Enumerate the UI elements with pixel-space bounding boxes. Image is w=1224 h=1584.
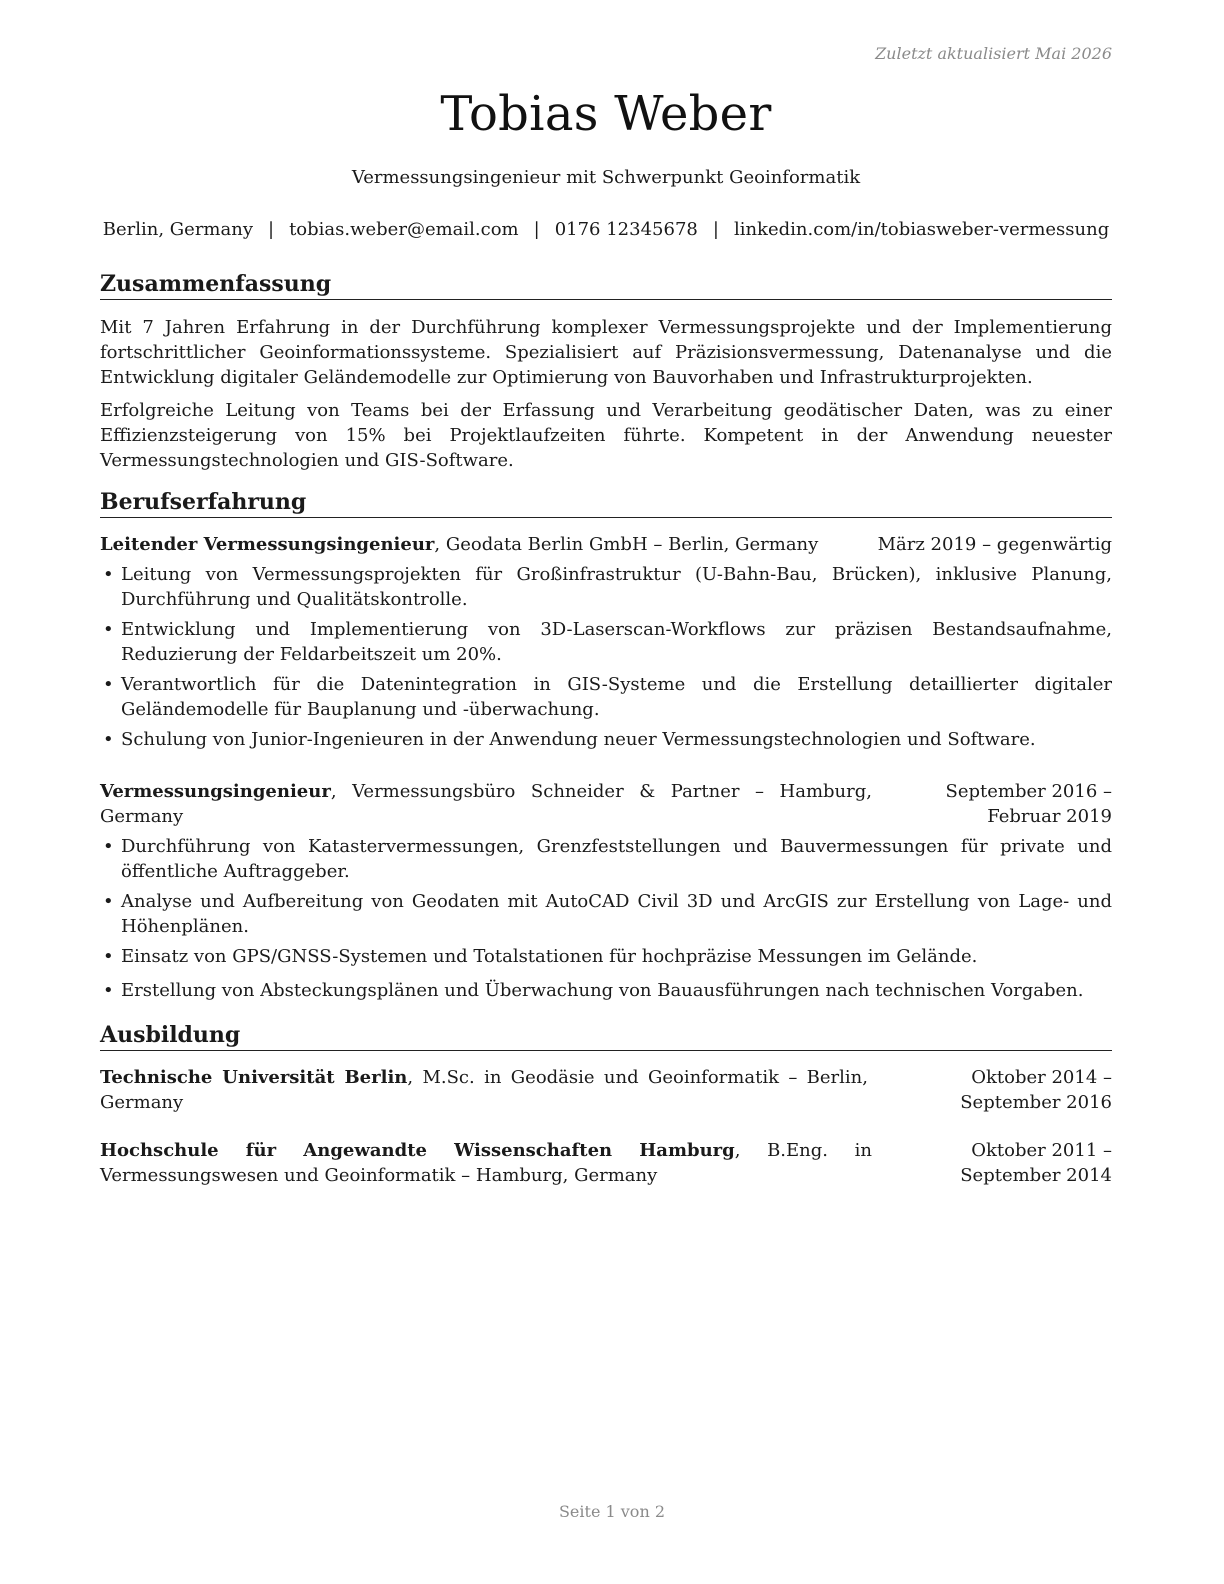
- education-section: [100, 1021, 1112, 1188]
- contact-line: [100, 219, 1112, 240]
- education-degree: , B.Eng. in Vermessungswesen und Geoinformatik – Hamburg, Germany: [100, 1140, 872, 1186]
- contact-separator: |: [267, 219, 275, 240]
- last-updated-note: Zuletzt aktualisiert Mai 2026: [875, 44, 1112, 63]
- bullet-icon: •: [103, 564, 114, 585]
- job-bullet: • Erstellung von Absteckungsplänen und Überwachung von Bauausführungen nach technischen Vorgaben.: [103, 980, 1084, 1001]
- job-role: Leitender Vermessungsingenieur: [100, 534, 435, 555]
- education-date: Oktober 2011 – September 2014: [960, 1140, 1112, 1186]
- candidate-name: Tobias Weber: [440, 86, 772, 142]
- bullet-icon: •: [103, 836, 114, 857]
- job-bullets: [100, 834, 1112, 1003]
- education-entry: [100, 1138, 1112, 1188]
- bullet-icon: •: [103, 619, 114, 640]
- job-role: Vermessungsingenieur: [100, 781, 331, 802]
- job-header: [100, 532, 1112, 557]
- job-date: März 2019 – gegenwärtig: [877, 534, 1112, 555]
- education-date: Oktober 2014 – September 2016: [960, 1067, 1112, 1113]
- education-school: Hochschule für Angewandte Wissenschaften Hamburg: [100, 1140, 735, 1161]
- section-title-experience: Berufserfahrung: [100, 488, 1112, 518]
- contact-email[interactable]: tobias.weber@email.com: [289, 219, 519, 240]
- job-organization: , Geodata Berlin GmbH – Berlin, Germany: [434, 534, 819, 555]
- job-organization: , Vermessungsbüro Schneider & Partner – Hamburg, Germany: [100, 781, 872, 827]
- section-title-summary: Zusammenfassung: [100, 270, 1112, 300]
- bullet-icon: •: [103, 946, 114, 967]
- contact-separator: |: [533, 219, 540, 240]
- job-bullet: • Verantwortlich für die Datenintegration in GIS-Systeme und die Erstellung detaillierter digitaler Geländemodelle für Bauplanung und -überwachung.: [103, 674, 1112, 720]
- job-date: September 2016 – Februar 2019: [945, 781, 1112, 827]
- summary-paragraph: Mit 7 Jahren Erfahrung in der Durchführung komplexer Vermessungsprojekte und der Implementierung fortschrittlicher Geoinformationssysteme. Spezialisiert auf Präzisionsvermessung, Datenanalyse und die Entwicklung digitaler Geländemodelle zur Optimierung von Bauvorhaben und Infrastrukturprojekten.: [100, 317, 1112, 388]
- job-bullets: [100, 562, 1112, 752]
- experience-section: [100, 488, 1112, 1003]
- job-bullet: • Einsatz von GPS/GNSS-Systemen und Totalstationen für hochpräzise Messungen im Gelände.: [103, 946, 978, 967]
- job-bullet: • Schulung von Junior-Ingenieuren in der Anwendung neuer Vermessungstechnologien und Software.: [103, 729, 1036, 750]
- job-bullet: • Entwicklung und Implementierung von 3D-Laserscan-Workflows zur präzisen Bestandsaufnahme, Reduzierung der Feldarbeitszeit um 20%.: [103, 619, 1112, 665]
- job-entry: [100, 779, 1112, 1003]
- contact-linkedin[interactable]: linkedin.com/in/tobiasweber-vermessung: [733, 219, 1110, 240]
- candidate-subtitle: Vermessungsingenieur mit Schwerpunkt Geoinformatik: [351, 167, 861, 188]
- education-degree: , M.Sc. in Geodäsie und Geoinformatik – Berlin, Germany: [100, 1067, 868, 1113]
- summary-paragraph: Erfolgreiche Leitung von Teams bei der Erfassung und Verarbeitung geodätischer Daten, was zu einer Effizienzsteigerung von 15% bei Projektlaufzeiten führte. Kompetent in der Anwendung neuester Vermessungstechnologien und GIS-Software.: [100, 400, 1112, 471]
- contact-separator: |: [712, 219, 719, 240]
- bullet-icon: •: [103, 729, 114, 750]
- bullet-icon: •: [103, 980, 114, 1001]
- job-bullet: • Durchführung von Katastervermessungen, Grenzfeststellungen und Bauvermessungen für private und öffentliche Auftraggeber.: [103, 836, 1112, 882]
- job-bullet: • Leitung von Vermessungsprojekten für Großinfrastruktur (U-Bahn-Bau, Brücken), inklusive Planung, Durchführung und Qualitätskontrolle.: [103, 564, 1112, 610]
- bullet-icon: •: [103, 674, 114, 695]
- section-title-education: Ausbildung: [100, 1021, 1112, 1051]
- job-bullet: • Analyse und Aufbereitung von Geodaten mit AutoCAD Civil 3D und ArcGIS zur Erstellung von Lage- und Höhenplänen.: [103, 891, 1112, 937]
- education-school: Technische Universität Berlin: [100, 1067, 408, 1088]
- page-number: Seite 1 von 2: [558, 1502, 666, 1521]
- contact-phone: 0176 12345678: [554, 219, 698, 240]
- job-entry: [100, 532, 1112, 752]
- contact-location: Berlin, Germany: [102, 219, 253, 240]
- summary-section: [100, 270, 1112, 473]
- job-header: [100, 779, 1112, 829]
- education-entry: [100, 1065, 1112, 1115]
- bullet-icon: •: [103, 891, 114, 912]
